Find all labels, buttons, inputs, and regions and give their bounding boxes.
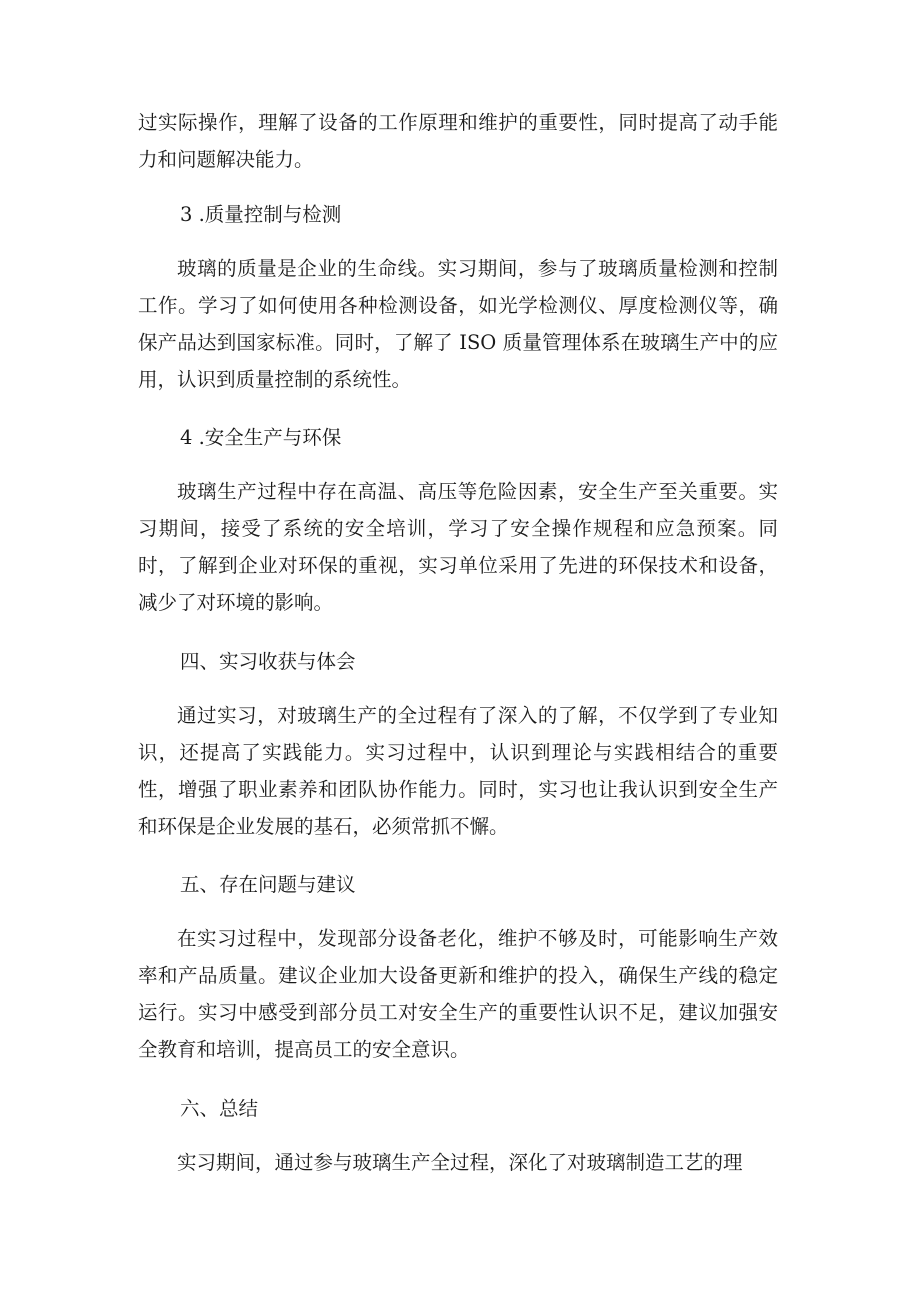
section-heading-quality-control: 3 .质量控制与检测	[180, 203, 342, 226]
section-heading-summary: 六、总结	[180, 1097, 259, 1120]
paragraph-gains: 通过实习，对玻璃生产的全过程有了深入的了解，不仅学到了专业知识，还提高了实践能力。实习过程中，认识到理论与实践相结合的重要性，增强了职业素养和团队协作能力。同时，实习也让我认识到安全生产和环保是企业发展的基石，必须常抓不懈。	[138, 704, 778, 838]
section-heading-problems: 五、存在问题与建议	[180, 873, 356, 896]
paragraph-continuation: 过实际操作，理解了设备的工作原理和维护的重要性，同时提高了动手能力和问题解决能力。	[138, 111, 778, 171]
paragraph-problems: 在实习过程中，发现部分设备老化，维护不够及时，可能影响生产效率和产品质量。建议企业加大设备更新和维护的投入，确保生产线的稳定运行。实习中感受到部分员工对安全生产的重要性认识不足，建议加强安全教育和培训，提高员工的安全意识。	[138, 927, 778, 1061]
section-heading-gains: 四、实习收获与体会	[180, 650, 356, 673]
paragraph-summary: 实习期间，通过参与玻璃生产全过程，深化了对玻璃制造工艺的理	[177, 1151, 743, 1174]
paragraph-safety-environment: 玻璃生产过程中存在高温、高压等危险因素，安全生产至关重要。实习期间，接受了系统的安全培训，学习了安全操作规程和应急预案。同时，了解到企业对环保的重视，实习单位采用了先进的环保技术和设备，减少了对环境的影响。	[138, 480, 778, 614]
paragraph-quality-control: 玻璃的质量是企业的生命线。实习期间，参与了玻璃质量检测和控制工作。学习了如何使用各种检测设备，如光学检测仪、厚度检测仪等，确保产品达到国家标准。同时，了解了 ISO 质量管理体系在玻璃生产中的应用，认识到质量控制的系统性。	[138, 257, 778, 391]
section-heading-safety-environment: 4 .安全生产与环保	[180, 426, 342, 449]
